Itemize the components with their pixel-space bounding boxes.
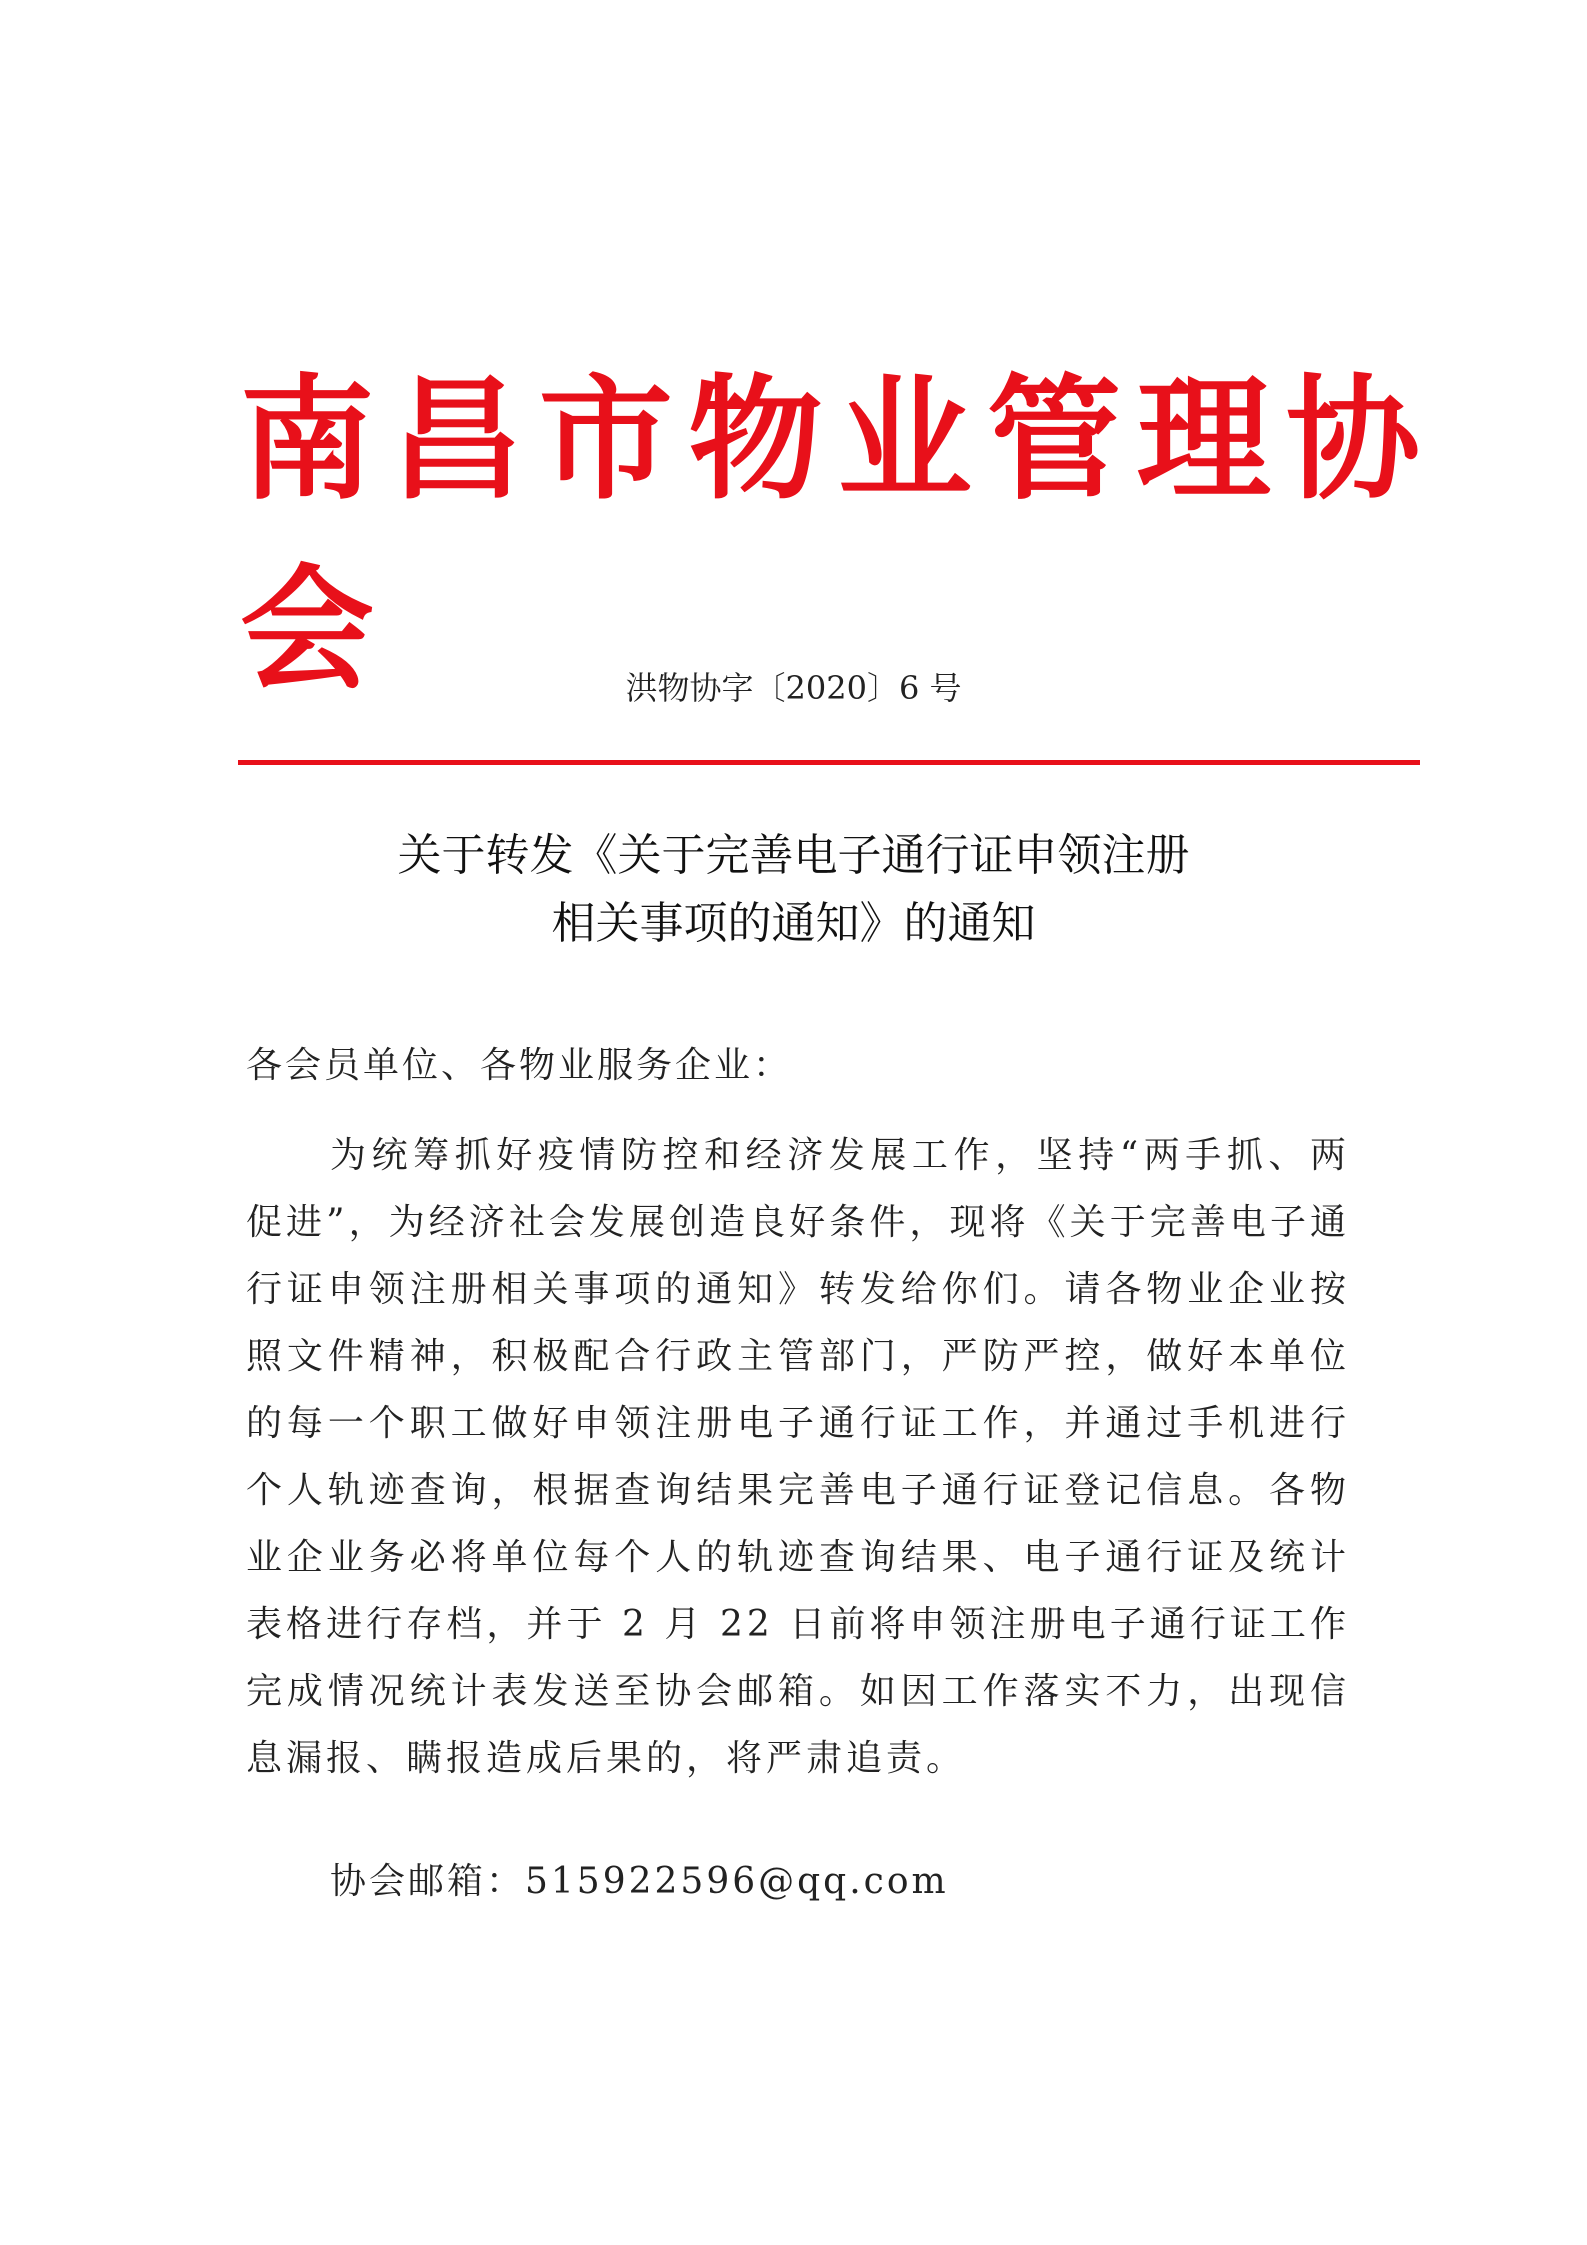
salutation: 各会员单位、各物业服务企业： [246,1045,793,1086]
red-divider-line [238,760,1420,765]
organization-letterhead: 南昌市物业管理协会 [240,362,1420,708]
notice-title-line-1: 关于转发《关于完善电子通行证申领注册 [397,830,1190,881]
notice-title-line-2: 相关事项的通知》的通知 [551,898,1036,949]
notice-title [0,822,1587,958]
association-email: 协会邮箱：515922596@qq.com [330,1861,949,1902]
body-paragraph: 为统筹抓好疫情防控和经济发展工作，坚持“两手抓、两促进”，为经济社会发展创造良好条件，现将《关于完善电子通行证申领注册相关事项的通知》转发给你们。请各物业企业按照文件精神，积极配合行政主管部门，严防严控，做好本单位的每一个职工做好申领注册电子通行证工作，并通过手机进行个人轨迹查询，根据查询结果完善电子通行证登记信息。各物业企业务必将单位每个人的轨迹查询结果、电子通行证及统计表格进行存档，并于 2 月 22 日前将申领注册电子通行证工作完成情况统计表发送至协会邮箱。如因工作落实不力，出现信息漏报、瞒报造成后果的，将严肃追责。 [246,1135,1350,1779]
document-number: 洪物协字〔2020〕6 号 [625,669,962,707]
